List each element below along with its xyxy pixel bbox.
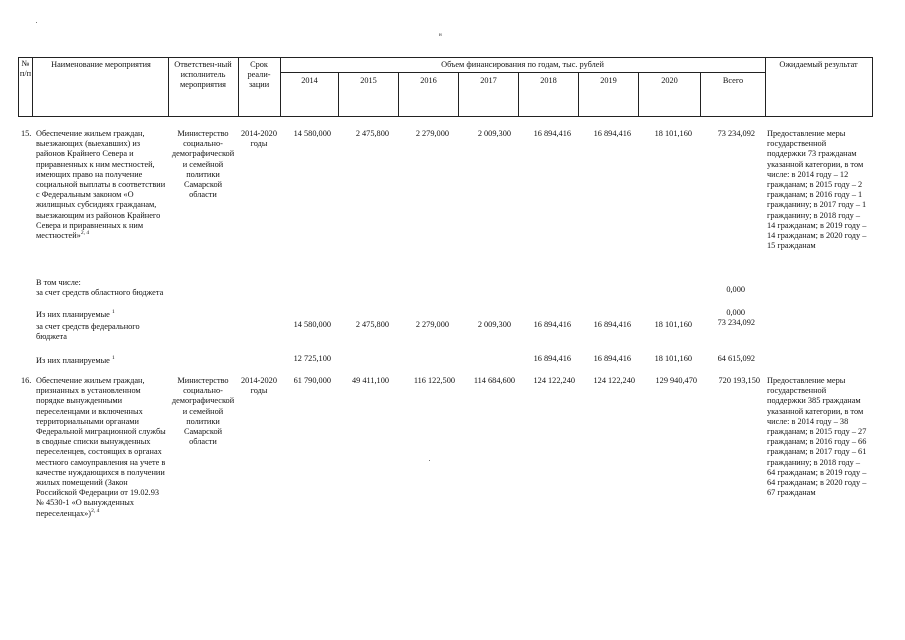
row-result: Предоставление меры государственной поддержки 385 гражданам указанной категории, в том числе: в 2014 году – 38 гражданам; в 2015 году – 27 гражданам; в 2016 году – 66 гражданам; в 2017 году – 61 гражданину; в 2018 году – 64 гражданам; в 2019 году – 64 гражданам; в 2020 году – 67 гражданам — [767, 376, 867, 498]
value-cell: 2 475,800 — [355, 320, 389, 329]
value-total: 73 234,092 — [717, 129, 755, 138]
value-cell: 2 279,000 — [415, 320, 449, 329]
value-cell: 124 122,240 — [593, 376, 635, 385]
header-year: 2019 — [600, 76, 617, 85]
header-term: Срок реали-зации — [247, 60, 271, 90]
row-name: Обеспечение жильем граждан, выезжающих (выехавших) из районов Крайнего Севера и приравненных к ним местностей, имеющих право на получение социальной выплаты в соответствии с Федеральным законом «О жилищных субсидиях гражданам, выезжающим из районов Крайнего Севера и приравненных к ним местностей»$^{2, 4}$ — [36, 129, 166, 241]
value-total: 0,000 — [726, 308, 745, 317]
value-cell: 16 894,416 — [533, 320, 571, 329]
page-number: н — [439, 33, 442, 38]
value-cell: 16 894,416 — [593, 354, 631, 363]
value-total: 720 193,150 — [718, 376, 760, 385]
footnote-ref: 2, 4 — [91, 507, 100, 514]
row-executor: Министерство социально-демографической и семейной политики Самарской области — [171, 129, 235, 200]
row-term: 2014-2020 годы — [241, 129, 277, 149]
value-cell: 114 684,600 — [473, 376, 515, 385]
value-cell: 18 101,160 — [654, 354, 692, 363]
value-cell: 116 122,500 — [413, 376, 455, 385]
header-year: 2020 — [661, 76, 678, 85]
value-total: 0,000 — [726, 285, 745, 294]
value-cell: 16 894,416 — [533, 354, 571, 363]
value-cell: 12 725,100 — [293, 354, 331, 363]
value-cell: 18 101,160 — [654, 320, 692, 329]
value-cell: 124 122,240 — [533, 376, 575, 385]
value-cell: 14 580,000 — [293, 320, 331, 329]
value-total: 64 615,092 — [717, 354, 755, 363]
value-cell: 2 279,000 — [415, 129, 449, 138]
sub-federal-label: за счет средств федерального бюджета — [36, 322, 140, 342]
row-result: Предоставление меры государственной поддержки 73 гражданам указанной категории, в том числе: в 2014 году – 12 гражданам; в 2015 году – 2 гражданам; в 2016 году – 1 гражданину; в 2017 году – 1 гражданину; в 2018 году – 14 гражданам; в 2019 году – 14 гражданам; в 2020 году – 15 гражданам — [767, 129, 867, 251]
value-cell: 18 101,160 — [654, 129, 692, 138]
header-year: 2018 — [540, 76, 557, 85]
row-number: 16. — [21, 376, 32, 385]
value-cell: 16 894,416 — [533, 129, 571, 138]
header-name: Наименование мероприятия — [51, 60, 151, 69]
value-cell: 2 009,300 — [477, 129, 511, 138]
header-year-total: Всего — [722, 76, 744, 85]
row-executor: Министерство социально-демографической и семейной политики Самарской области — [171, 376, 235, 447]
value-cell: 2 475,800 — [355, 129, 389, 138]
header-year: 2017 — [480, 76, 497, 85]
value-cell: 129 940,470 — [655, 376, 697, 385]
sub-planned-label: Из них планируемые $^1$ — [36, 309, 115, 319]
sub-regional-label: за счет средств областного бюджета — [36, 288, 164, 297]
row-term: 2014-2020 годы — [241, 376, 277, 396]
value-cell: 49 411,100 — [351, 376, 389, 385]
value-cell: 2 009,300 — [477, 320, 511, 329]
value-cell: 61 790,000 — [293, 376, 331, 385]
value-cell: 14 580,000 — [293, 129, 331, 138]
row-number: 15. — [21, 129, 32, 138]
footnote-ref: 1 — [111, 355, 115, 362]
row-name: Обеспечение жильем граждан, признанных в установленном порядке вынужденными переселенцами и включенных территориальными органами Федеральной миграционной службы в сводные списки вынужденных переселенцев, состоящих в органах местного самоуправления на учете в качестве нуждающихся в получении жилых помещений (Закон Российской Федерации от 19.02.93 № 4530-1 «О вынужденных переселенцах»)$^{2, 4}$ — [36, 376, 166, 518]
header-year: 2016 — [420, 76, 437, 85]
header-year: 2014 — [301, 76, 318, 85]
sub-including: В том числе: — [36, 278, 81, 287]
sub-planned-label: Из них планируемые $^1$ — [36, 355, 115, 365]
header-year: 2015 — [360, 76, 377, 85]
header-num: № п/п — [19, 59, 32, 78]
scan-dot — [429, 460, 430, 461]
value-cell: 16 894,416 — [593, 320, 631, 329]
footnote-ref: 1 — [111, 309, 115, 316]
header-executor: Ответствен-ный исполнитель мероприятия — [174, 60, 232, 90]
value-cell: 16 894,416 — [593, 129, 631, 138]
header-result: Ожидаемый результат — [779, 60, 858, 69]
value-total: 73 234,092 — [717, 318, 755, 327]
scan-dot — [36, 22, 37, 23]
footnote-ref: 2, 4 — [80, 230, 90, 237]
header-funding: Объем финансирования по годам, тыс. рублей — [441, 60, 604, 69]
